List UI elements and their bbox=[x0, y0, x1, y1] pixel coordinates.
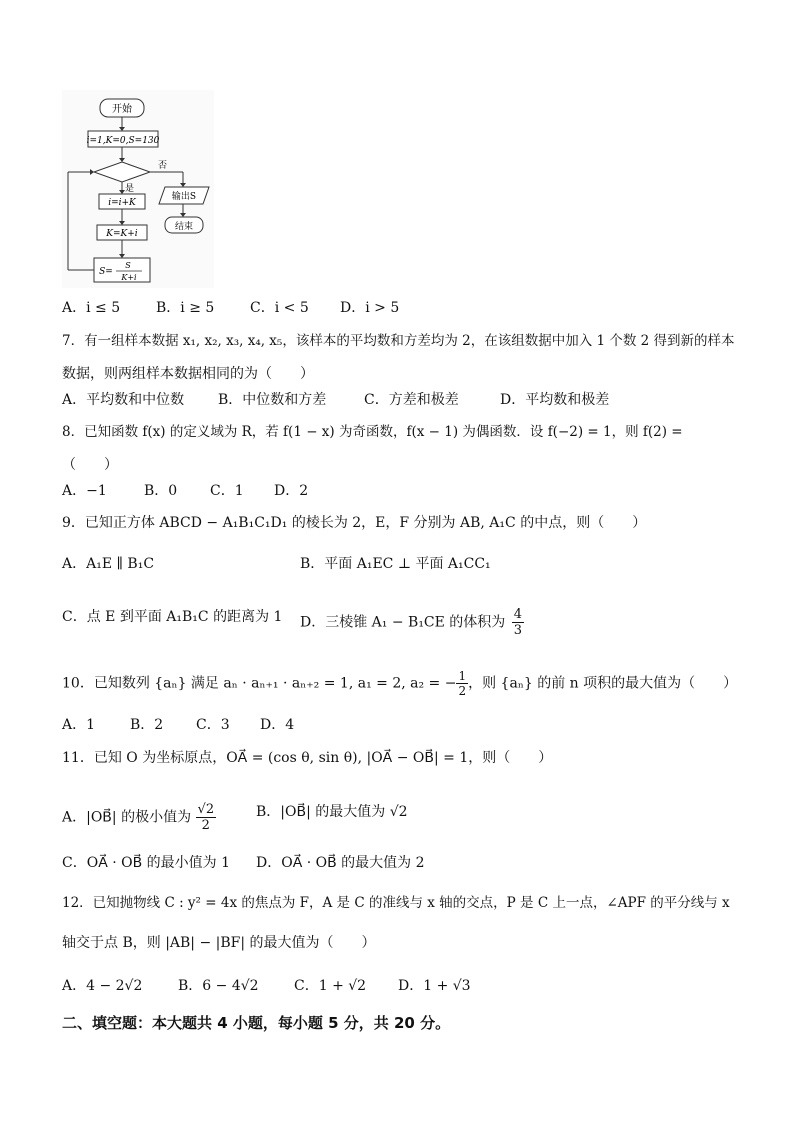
q7-option-d: D．平均数和极差 bbox=[500, 392, 610, 408]
q10-stem bbox=[62, 669, 737, 698]
q10-option-b: B．2 bbox=[130, 717, 164, 733]
q9-option-b: B．平面 A₁EC ⊥ 平面 A₁CC₁ bbox=[300, 556, 491, 572]
q12-option-c: C．1 + √2 bbox=[294, 978, 367, 994]
q11-fraction-den: 2 bbox=[201, 818, 210, 833]
q10-fraction-num: 1 bbox=[458, 669, 467, 683]
q7-line-1: 7．有一组样本数据 x₁, x₂, x₃, x₄, x₅，该样本的平均数和方差均为 2，在该组数据中加入 1 个数 2 得到新的样本 bbox=[62, 333, 735, 349]
q9-fraction-den: 3 bbox=[513, 623, 523, 638]
q11-option-a-text: A．|OB⃗| 的极小值为 bbox=[62, 809, 192, 826]
q6-option-d: D．i > 5 bbox=[340, 300, 400, 316]
q9-option-a: A．A₁E ∥ B₁C bbox=[62, 556, 155, 572]
q6-option-c: C．i < 5 bbox=[250, 300, 309, 316]
q11-option-b: B．|OB⃗| 的最大值为 √2 bbox=[256, 804, 408, 820]
q11-option-a-fraction bbox=[196, 802, 217, 833]
q10-option-c: C．3 bbox=[196, 717, 230, 733]
section-2-heading: 二、填空题：本大题共 4 小题，每小题 5 分，共 20 分。 bbox=[62, 1014, 451, 1032]
q9-option-d bbox=[300, 607, 524, 638]
q9-option-c: C．点 E 到平面 A₁B₁C 的距离为 1 bbox=[62, 609, 283, 625]
q8-line-2: （ ） bbox=[62, 457, 118, 473]
flow-step1-label: i=i+K bbox=[108, 198, 136, 208]
q7-option-b: B．中位数和方差 bbox=[218, 392, 327, 408]
q9-option-d-text: D．三棱锥 A₁ − B₁CE 的体积为 bbox=[300, 614, 506, 631]
flow-no-label: 否 bbox=[158, 161, 168, 171]
flow-end-label: 结束 bbox=[174, 222, 194, 232]
q8-option-d: D．2 bbox=[274, 483, 309, 499]
flow-step3-lhs: S= bbox=[99, 267, 113, 277]
q10-fraction-den: 2 bbox=[458, 684, 467, 698]
q9-option-d-fraction bbox=[512, 607, 524, 638]
q12-option-b: B．6 − 4√2 bbox=[178, 978, 259, 994]
q10-stem-b: ，则 {aₙ} 的前 n 项积的最大值为（ ） bbox=[468, 675, 738, 692]
q8-line-1: 8．已知函数 f(x) 的定义域为 R，若 f(1 − x) 为奇函数，f(x − 1) 为偶函数．设 f(−2) = 1，则 f(2) = bbox=[62, 424, 683, 440]
q9-fraction-num: 4 bbox=[513, 607, 523, 622]
q10-fraction bbox=[456, 669, 468, 698]
flow-output-label: 输出S bbox=[171, 192, 197, 202]
q12-line-1: 12．已知抛物线 C : y² = 4x 的焦点为 F，A 是 C 的准线与 x 轴的交点，P 是 C 上一点，∠APF 的平分线与 x bbox=[62, 895, 730, 911]
q7-line-2: 数据，则两组样本数据相同的为（ ） bbox=[62, 366, 314, 382]
q11-stem: 11．已知 O 为坐标原点，OA⃗ = (cos θ, sin θ), |OA⃗ − OB⃗| = 1，则（ ） bbox=[62, 750, 553, 766]
q10-stem-a: 10．已知数列 {aₙ} 满足 aₙ · aₙ₊₁ · aₙ₊₂ = 1, a₁ = 2, a₂ = − bbox=[62, 675, 457, 692]
q12-option-a: A．4 − 2√2 bbox=[62, 978, 143, 994]
flow-step2-label: K=K+i bbox=[106, 229, 138, 239]
q6-option-b: B．i ≥ 5 bbox=[156, 300, 215, 316]
q8-option-a: A．−1 bbox=[62, 483, 107, 499]
q12-option-d: D．1 + √3 bbox=[398, 978, 471, 994]
flowchart bbox=[62, 90, 214, 288]
flow-init-label: i=1,K=0,S=130 bbox=[86, 136, 160, 146]
q12-line-2: 轴交于点 B，则 |AB| − |BF| 的最大值为（ ） bbox=[62, 935, 376, 951]
flow-yes-label: 是 bbox=[125, 184, 135, 194]
q8-option-b: B．0 bbox=[144, 483, 178, 499]
q11-fraction-num: √2 bbox=[197, 802, 215, 817]
flow-step3-num: S bbox=[125, 261, 131, 270]
flow-step3-den: K+i bbox=[121, 273, 137, 282]
q7-option-c: C．方差和极差 bbox=[364, 392, 459, 408]
q11-option-d: D．OA⃗ · OB⃗ 的最大值为 2 bbox=[256, 855, 425, 871]
q11-option-c: C．OA⃗ · OB⃗ 的最小值为 1 bbox=[62, 855, 231, 871]
q8-option-c: C．1 bbox=[210, 483, 244, 499]
q9-stem: 9．已知正方体 ABCD − A₁B₁C₁D₁ 的棱长为 2，E，F 分别为 AB, A₁C 的中点，则（ ） bbox=[62, 515, 647, 531]
q10-option-d: D．4 bbox=[260, 717, 295, 733]
q11-option-a bbox=[62, 802, 216, 833]
q7-option-a: A．平均数和中位数 bbox=[62, 392, 185, 408]
flow-start-label: 开始 bbox=[112, 104, 132, 115]
q10-option-a: A．1 bbox=[62, 717, 96, 733]
q6-option-a: A．i ≤ 5 bbox=[62, 300, 121, 316]
